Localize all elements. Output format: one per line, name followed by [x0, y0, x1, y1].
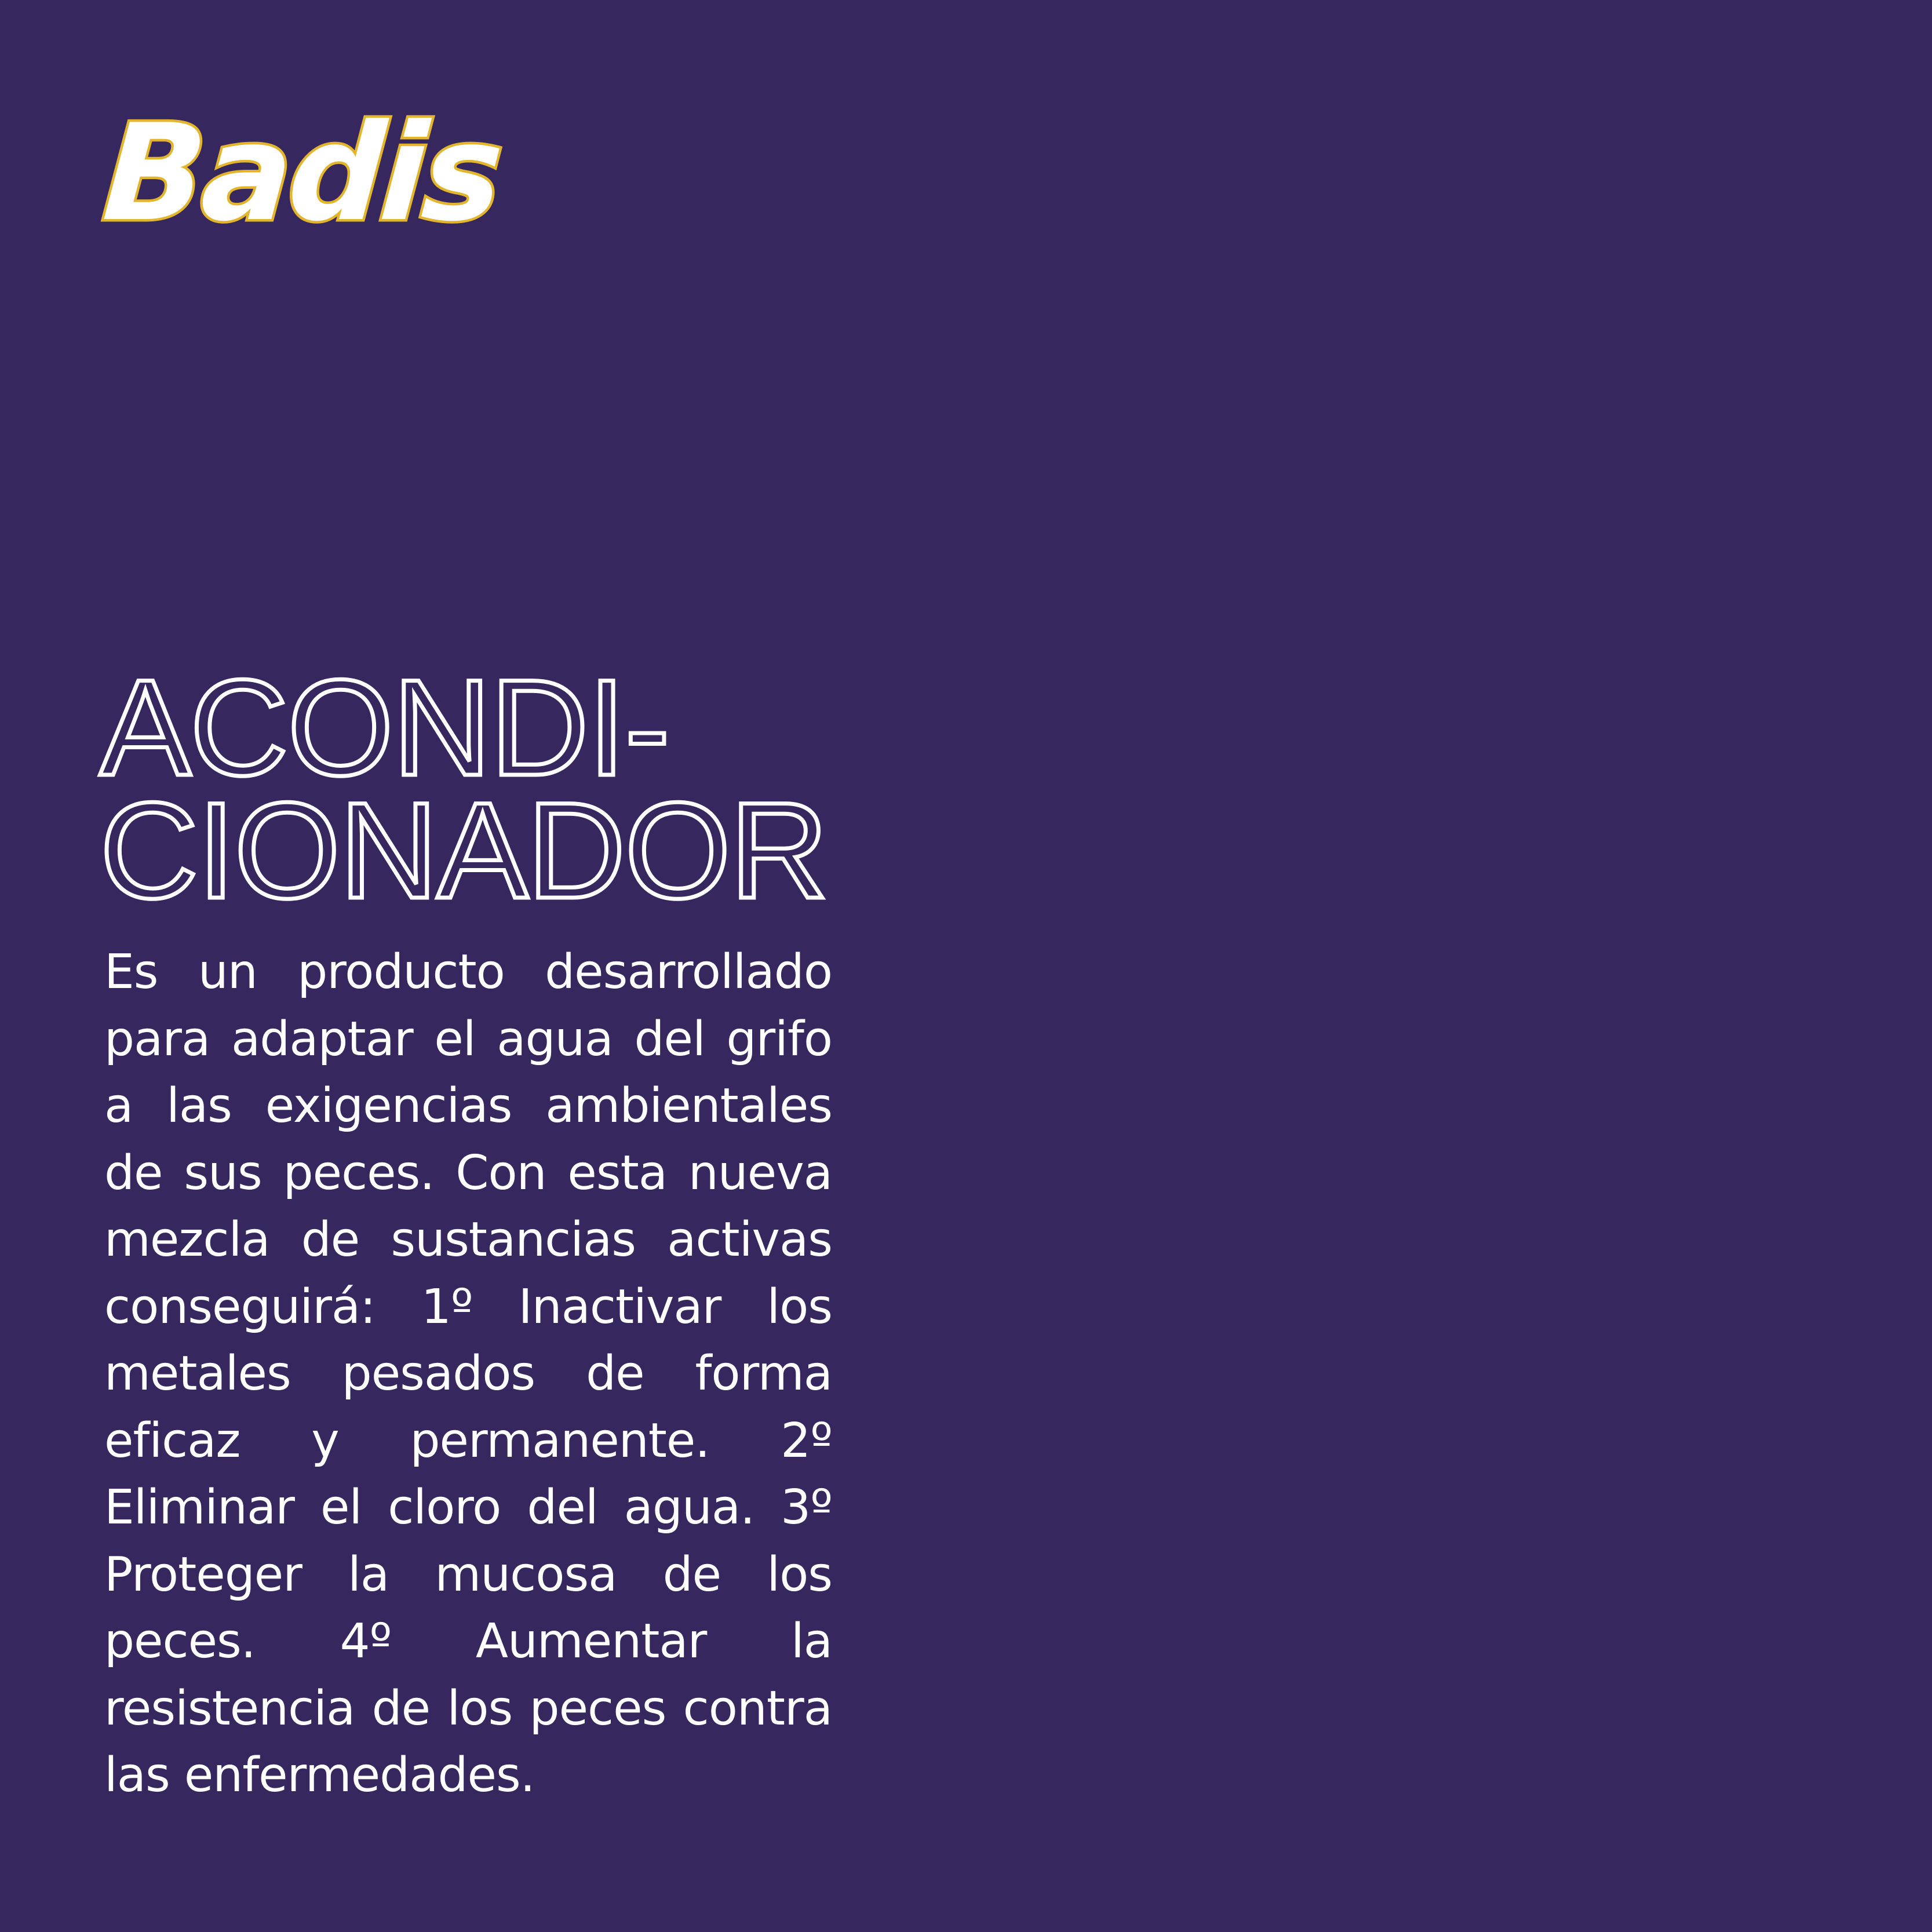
product-title: [100, 651, 828, 927]
product-title-line-1: ACONDI-: [100, 651, 669, 804]
product-description: Es un producto desarrollado para adaptar el agua del grifo a las exigencias ambientales de sus peces. Con esta nueva mezcla de sustancias activas conseguirá: 1º Inactivar los metales pesados de forma eficaz y permanente. 2º Eliminar el cloro del agua. 3º Proteger la mucosa de los peces. 4º Aumentar la resistencia de los peces contra las enfermedades.: [104, 945, 832, 1803]
product-title-line-2: CIONADOR: [100, 774, 828, 927]
badis-logo: Badis: [99, 96, 505, 251]
